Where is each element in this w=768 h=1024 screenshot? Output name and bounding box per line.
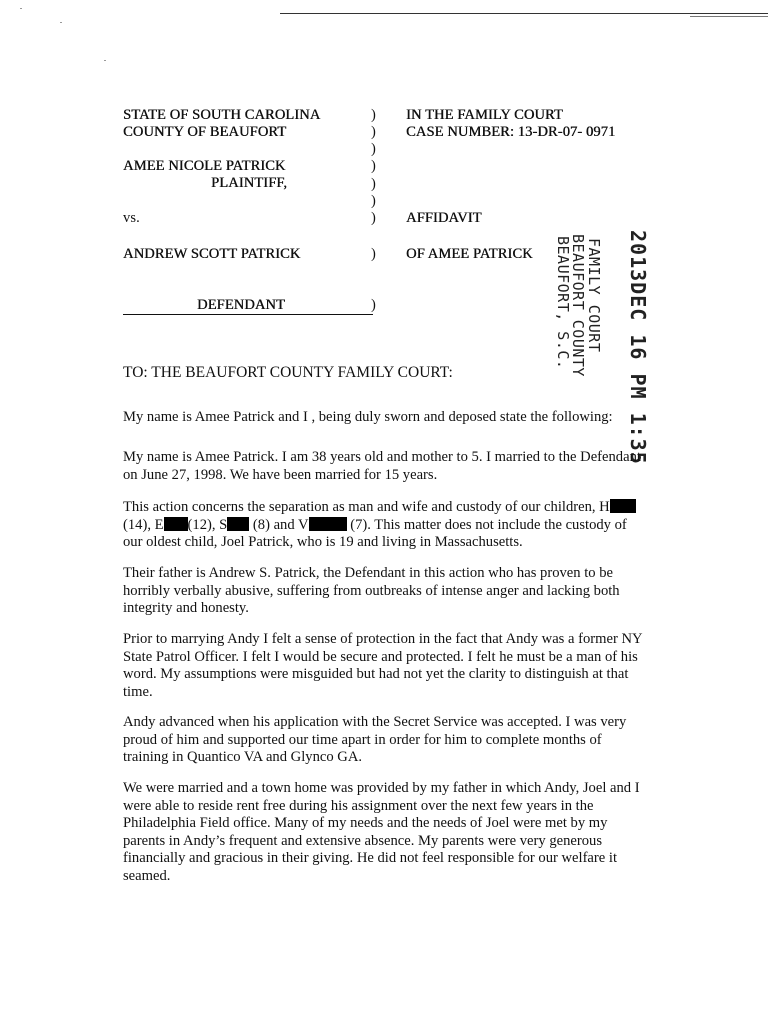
defendant-underline xyxy=(123,314,373,315)
paragraph-background: My name is Amee Patrick. I am 38 years old and mother to 5. I married to the Defendant on June 27, 1998. We have been married for 15 years. xyxy=(123,449,641,483)
state-caption: STATE OF SOUTH CAROLINA xyxy=(123,107,321,123)
caption-paren: ) xyxy=(371,107,376,123)
court-caption: IN THE FAMILY COURT xyxy=(406,107,563,123)
paragraph-children: This action concerns the separation as man and wife and custody of our children, H (14), E (12), S (8) and V (7). This matter does not include the custody of our oldest child, Joel Patrick, who is 19 and living in Massachusetts. xyxy=(123,499,643,552)
case-number: CASE NUMBER: 13-DR-07- 0971 xyxy=(406,124,616,140)
caption-paren: ) xyxy=(371,246,376,262)
caption-paren: ) xyxy=(371,210,376,226)
to-line: TO: THE BEAUFORT COUNTY FAMILY COURT: xyxy=(123,364,453,381)
caption-paren: ) xyxy=(371,124,376,140)
caption-paren: ) xyxy=(371,297,376,313)
caption-paren: ) xyxy=(371,141,376,157)
scan-speck xyxy=(104,60,106,61)
plaintiff-label: PLAINTIFF, xyxy=(211,175,287,191)
scan-speck xyxy=(20,8,22,9)
top-rule xyxy=(280,13,768,14)
redaction-bar xyxy=(610,499,636,513)
paragraph-secret-service: Andy advanced when his application with the Secret Service was accepted. I was very proud of him and supported our time apart in order for him to complete months of training in Quantico VA and Glynco GA. xyxy=(123,714,627,765)
redaction-bar xyxy=(227,517,249,531)
filing-stamp xyxy=(545,230,655,465)
versus: vs. xyxy=(123,210,140,226)
stamp-line-court: FAMILY COURT xyxy=(585,238,603,353)
plaintiff-name: AMEE NICOLE PATRICK xyxy=(123,158,286,174)
defendant-label: DEFENDANT xyxy=(197,297,285,313)
paragraph-father: Their father is Andrew S. Patrick, the Defendant in this action who has proven to be horribly verbally abusive, suffering from outbreaks of intense anger and lacking both integrity and honesty. xyxy=(123,565,620,616)
paragraph-town-home: We were married and a town home was provided by my father in which Andy, Joel and I were able to reside rent free during his assignment over the next few years in the Philadelphia Field office. Many of my needs and the needs of Joel were met by my parents in Andy’s frequent and extensive absence. My parents were very generous financially and gracious in their giving. He did not feel responsible for our welfare it seamed. xyxy=(123,780,640,884)
county-caption: COUNTY OF BEAUFORT xyxy=(123,124,287,140)
top-rule-right xyxy=(690,16,768,17)
caption-paren: ) xyxy=(371,158,376,174)
caption-paren: ) xyxy=(371,176,376,192)
stamp-line-city: BEAUFORT, S.C. xyxy=(554,236,572,370)
paragraph-intro: My name is Amee Patrick and I , being duly sworn and deposed state the following: xyxy=(123,409,613,425)
defendant-name: ANDREW SCOTT PATRICK xyxy=(123,246,301,262)
affidavit-title: AFFIDAVIT xyxy=(406,210,482,226)
caption-paren: ) xyxy=(371,193,376,209)
redaction-bar xyxy=(309,517,347,531)
scan-speck xyxy=(60,22,62,23)
stamp-line-county: BEAUFORT COUNTY xyxy=(569,234,587,377)
affidavit-of: OF AMEE PATRICK xyxy=(406,246,533,262)
stamp-date: 2013DEC 16 PM 1:35 xyxy=(626,230,650,465)
redaction-bar xyxy=(164,517,188,531)
paragraph-marriage: Prior to marrying Andy I felt a sense of protection in the fact that Andy was a former NY State Patrol Officer. I felt I would be secure and protected. I felt he must be a man of his word. My assumptions were misguided but had not yet the clarity to distinguish at that time. xyxy=(123,631,643,700)
